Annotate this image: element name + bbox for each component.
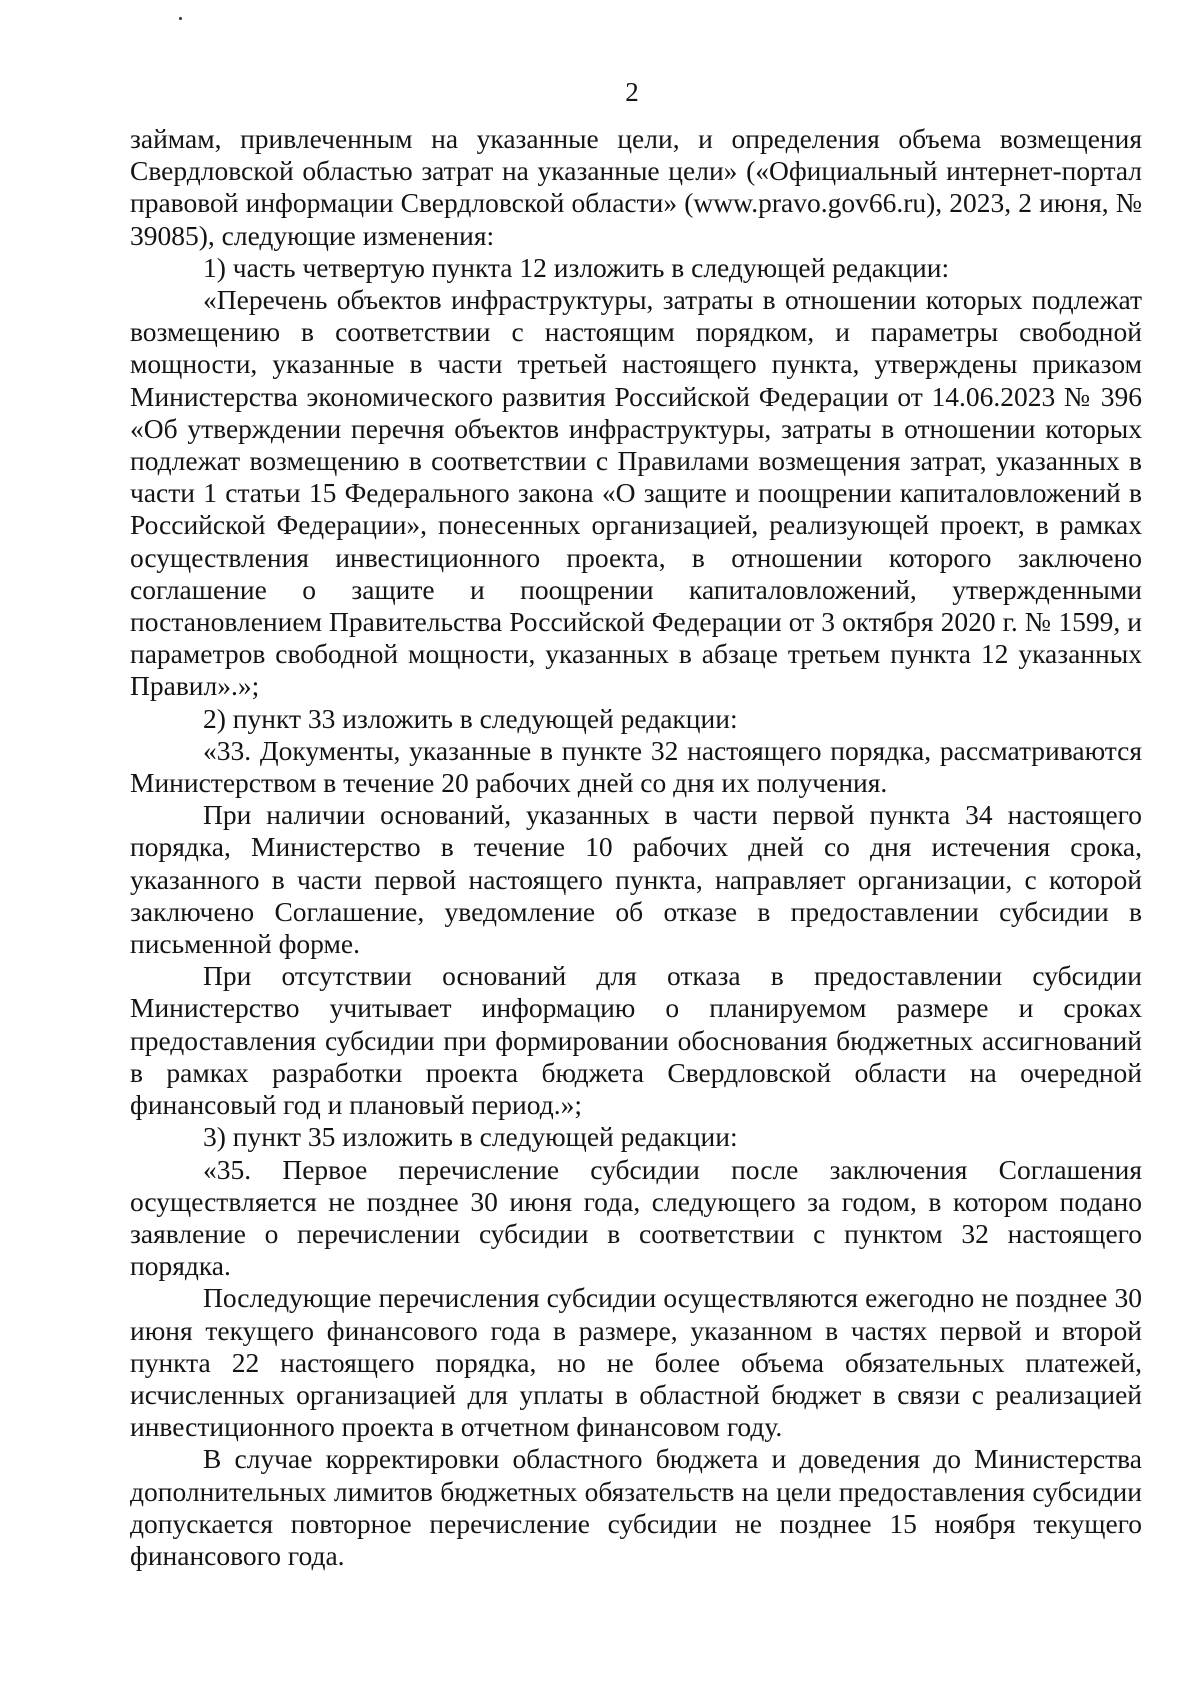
paragraph: 1) часть четвертую пункта 12 изложить в следующей редакции: <box>203 251 950 283</box>
paragraph: займам, привлеченным на указанные цели, и определения объема возмещения Свердловской областью затрат на указанные цели» («Официальный интернет-портал правовой информации Свердловской области» (www.pravo.gov66.ru), 2023, 2 июня, № 39085), следующие изменения: <box>130 123 1142 251</box>
scan-speck <box>179 17 182 20</box>
paragraph: «Перечень объектов инфраструктуры, затраты в отношении которых подлежат возмещению в соответствии с настоящим порядком, и параметры свободной мощности, указанные в части третьей настоящего пункта, утверждены приказом Министерства экономического развития Российской Федерации от 14.06.2023 № 396 «Об утверждении перечня объектов инфраструктуры, затраты в отношении которых подлежат возмещению в соответствии с Правилами возмещения затрат, указанных в части 1 статьи 15 Федерального закона «О защите и поощрении капиталовложений в Российской Федерации», понесенных организацией, реализующей проект, в рамках осуществления инвестиционного проекта, в отношении которого заключено соглашение о защите и поощрении капиталовложений, утвержденными постановлением Правительства Российской Федерации от 3 октября 2020 г. № 1599, и параметров свободной мощности, указанных в абзаце третьем пункта 12 указанных Правил».»; <box>130 284 1142 702</box>
paragraph: Последующие перечисления субсидии осуществляются ежегодно не позднее 30 июня текущего финансового года в размере, указанном в частях первой и второй пункта 22 настоящего порядка, но не более объема обязательных платежей, исчисленных организацией для уплаты в областной бюджет в связи с реализацией инвестиционного проекта в отчетном финансовом году. <box>130 1282 1142 1443</box>
document-body <box>130 123 1142 1572</box>
paragraph: При наличии оснований, указанных в части первой пункта 34 настоящего порядка, Министерство в течение 10 рабочих дней со дня истечения срока, указанного в части первой настоящего пункта, направляет организации, с которой заключено Соглашение, уведомление об отказе в предоставлении субсидии в письменной форме. <box>130 799 1142 960</box>
paragraph: 3) пункт 35 изложить в следующей редакции: <box>203 1121 738 1153</box>
paragraph: 2) пункт 33 изложить в следующей редакции: <box>203 702 738 734</box>
paragraph: В случае корректировки областного бюджета и доведения до Министерства дополнительных лимитов бюджетных обязательств на цели предоставления субсидии допускается повторное перечисление субсидии не позднее 15 ноября текущего финансового года. <box>130 1443 1142 1571</box>
paragraph: «35. Первое перечисление субсидии после заключения Соглашения осуществляется не позднее 30 июня года, следующего за годом, в котором подано заявление о перечислении субсидии в соответствии с пунктом 32 настоящего порядка. <box>130 1153 1142 1282</box>
paragraph: «33. Документы, указанные в пункте 32 настоящего порядка, рассматриваются Министерством в течение 20 рабочих дней со дня их получения. <box>130 734 1142 799</box>
page-number: 2 <box>625 77 639 107</box>
paragraph: При отсутствии оснований для отказа в предоставлении субсидии Министерство учитывает информацию о планируемом размере и сроках предоставления субсидии при формировании обоснования бюджетных ассигнований в рамках разработки проекта бюджета Свердловской области на очередной финансовый год и плановый период.»; <box>130 960 1142 1121</box>
